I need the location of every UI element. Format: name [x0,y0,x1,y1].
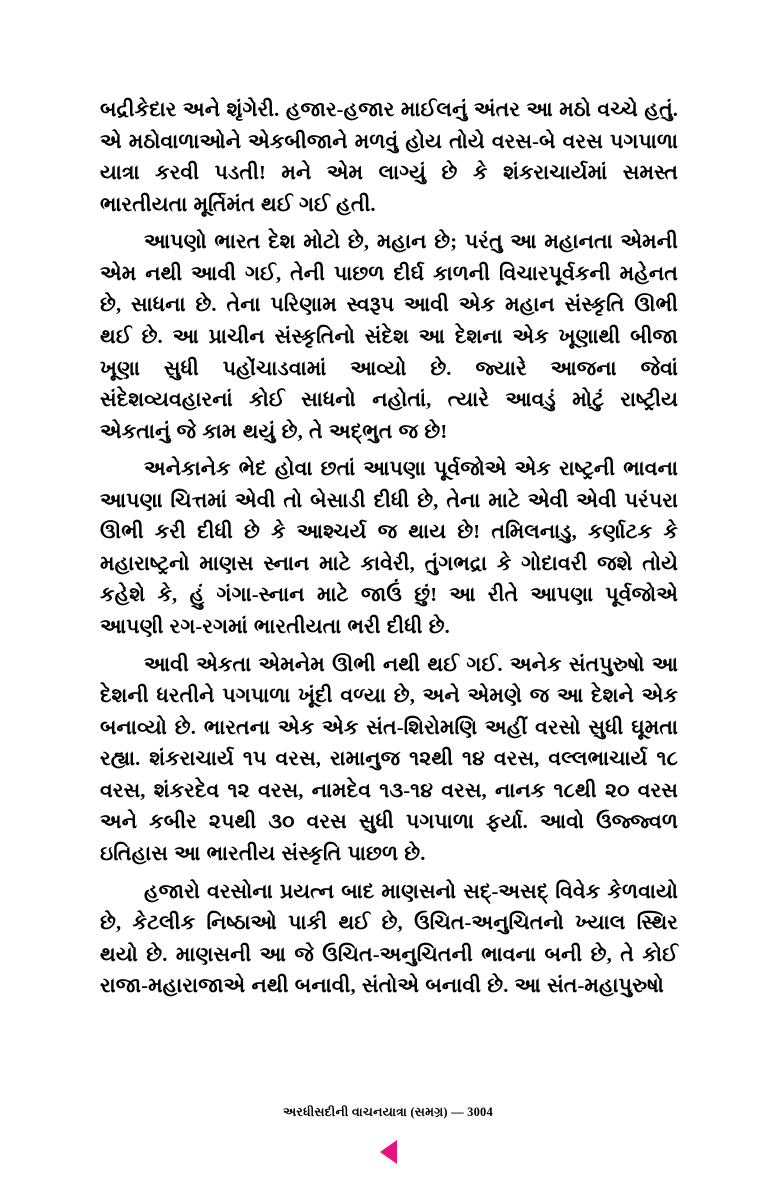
paragraph: બદ્રીકેદાર અને શૃંગેરી. હજાર-હજાર માઈલનું અંતર આ મઠો વચ્ચે હતું. એ મઠોવાળાઓને એકબીજાને મળવું હોય તોયે વરસ-બે વરસ પગપાળા યાત્રા કરવી પડતી! મને એમ લાગ્યું છે કે શંકરાચાર્યમાં સમસ્ત ભારતીયતા મૂર્તિમંત થઈ ગઈ હતી. [100,99,678,216]
paragraph: આપણો ભારત દેશ મોટો છે, મહાન છે; પરંતુ આ મહાનતા એમની એમ નથી આવી ગઈ, તેની પાછળ દીર્ઘ કાળની વિચારપૂર્વકની મહેનત છે, સાધના છે. તેના પરિણામ સ્વરૂપ આવી એક મહાન સંસ્કૃતિ ઊભી થઈ છે. આ પ્રાચીન સંસ્કૃતિનો સંદેશ આ દેશના એક ખૂણાથી બીજા ખૂણા સુધી પહોંચાડવામાં આવ્યો છે. જ્યારે આજના જેવાં સંદેશવ્યવહારનાં કોઈ સાધનો નહોતાં, ત્યારે આવડું મોટું રાષ્ટ્રીય એકતાનું જે કામ થયું છે, તે અદ્ભુત જ છે! [100,231,678,443]
page-navigation [0,1140,776,1169]
page-body-text [100,95,678,1009]
paragraph: આવી એકતા એમનેમ ઊભી નથી થઈ ગઈ. અનેક સંતપુરુષો આ દેશની ધરતીને પગપાળા ખૂંદી વળ્યા છે, અને એમણે જ આ દેશને એક બનાવ્યો છે. ભારતના એક એક સંત-શિરોમણિ અહીં વરસો સુધી ઘૂમતા રહ્યા. શંકરાચાર્ય ૧૫ વરસ, રામાનુજ ૧૨થી ૧૪ વરસ, વલ્લભાચાર્ય ૧૮ વરસ, શંકરદેવ ૧૨ વરસ, નામદેવ ૧૩-૧૪ વરસ, નાનક ૧૮થી ૨૦ વરસ અને કબીર ૨૫થી ૩૦ વરસ સુધી પગપાળા ફર્યા. આવો ઉજ્જ્વળ ઇતિહાસ આ ભારતીય સંસ્કૃતિ પાછળ છે. [100,653,678,865]
previous-page-arrow-icon[interactable] [380,1140,397,1164]
paragraph: અનેકાનેક ભેદ હોવા છતાં આપણા પૂર્વજોએ એક રાષ્ટ્રની ભાવના આપણા ચિત્તમાં એવી તો બેસાડી દીધી છે, તેના માટે એવી એવી પરંપરા ઊભી કરી દીધી છે કે આશ્ચર્ય જ થાય છે! તમિલનાડુ, કર્ણાટક કે મહારાષ્ટ્રનો માણસ સ્નાન માટે કાવેરી, તુંગભદ્રા કે ગોદાવરી જશે તોયે કહેશે કે, હું ગંગા-સ્નાન માટે જાઉં છું! આ રીતે આપણા પૂર્વજોએ આપણી રગ-રગમાં ભારતીયતા ભરી દીધી છે. [100,458,678,638]
paragraph: હજારો વરસોના પ્રયત્ન બાદ માણસનો સદ્-અસદ્ વિવેક કેળવાયો છે, કેટલીક નિષ્ઠાઓ પાકી થઈ છે, ઉચિત-અનુચિતનો ખ્યાલ સ્થિર થયો છે. માણસની આ જે ઉચિત-અનુચિતની ભાવના બની છે, તે કોઈ રાજા-મહારાજાએ નથી બનાવી, સંતોએ બનાવી છે. આ સંત-મહાપુરુષો [100,880,678,998]
page-footer: અરધીસદીની વાચનયાત્રા (સમગ્ર) — 3004 [283,1105,493,1119]
